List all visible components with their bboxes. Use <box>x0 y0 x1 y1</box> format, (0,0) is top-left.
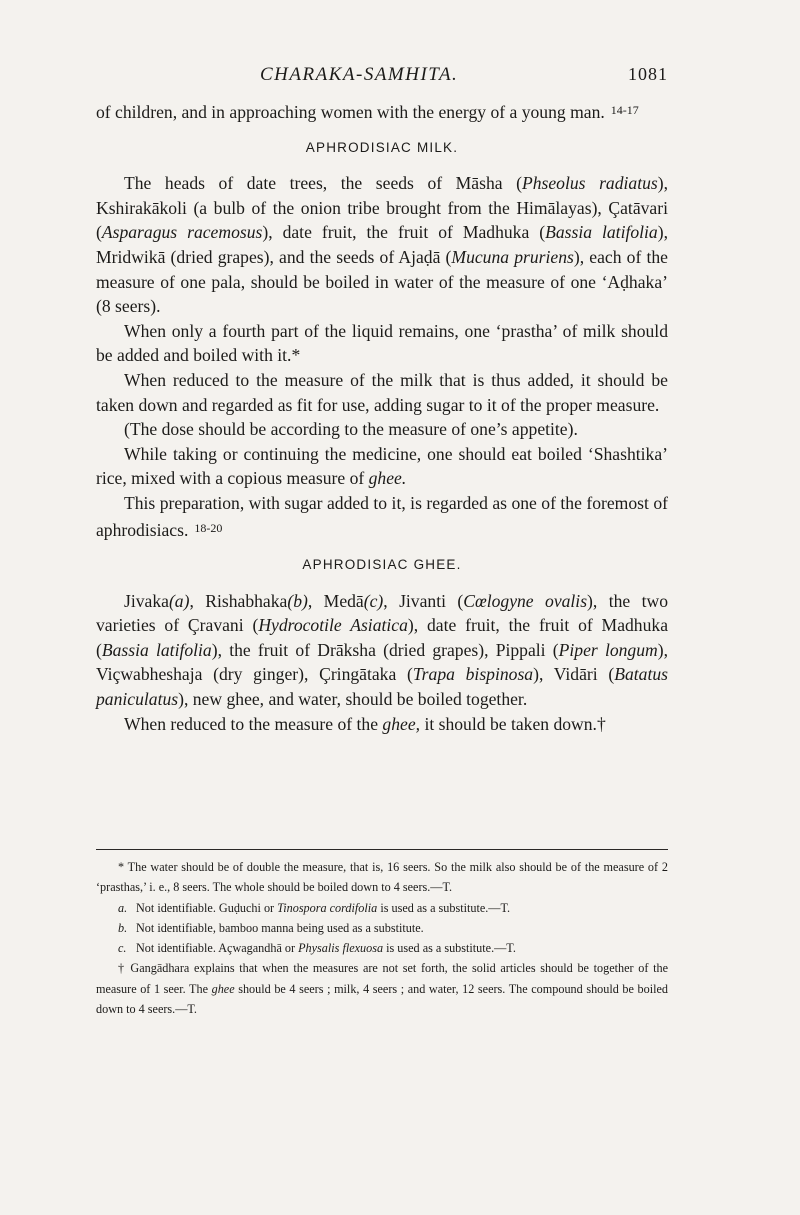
footnote-star: * The water should be of double the measure, that is, 16 seers. So the milk also should be of the measure of 2 ‘prasthas,’ i. e., 8 seers. The whole should be boiled down to 4 seers.—T. <box>96 860 668 895</box>
paragraph: When reduced to the measure of the milk that is thus added, it should be taken down and regarded as fit for use, adding sugar to it of the proper measure. <box>96 369 668 415</box>
text: ), new ghee, and water, should be boiled together. <box>178 689 528 710</box>
text: Not identifiable, bamboo manna being used as a substitute. <box>136 920 424 935</box>
running-head <box>96 64 668 94</box>
text: should be 4 seers ; milk, 4 seers ; and water, 12 seers. The compound should be boiled down to 4 seers.—T. <box>96 981 668 1017</box>
botanical-name: Hydrocotile Asiatica <box>258 615 408 636</box>
paragraph-ingredients-ghee <box>96 589 668 712</box>
section-heading-milk: APHRODISIAC MILK. <box>305 139 459 155</box>
footnote-c <box>96 938 668 958</box>
footnotes <box>96 857 668 1019</box>
footnote-divider <box>96 849 668 850</box>
running-title: CHARAKA-SAMHITA. <box>260 64 459 85</box>
text: ), Kshirakākoli (a bulb of the onion tribe brought from the Himālayas), Çatāvari ( <box>96 173 668 243</box>
botanical-name: Trapa bispinosa <box>412 664 534 685</box>
text: The heads of date trees, the seeds of Māsha ( <box>124 173 522 194</box>
botanical-name: Piper longum <box>558 639 658 660</box>
botanical-name: Phseolus radiatus <box>521 173 658 194</box>
botanical-name: Asparagus racemosus <box>101 222 263 243</box>
text: This preparation, with sugar added to it, is regarded as one of the foremost of aphrodisiacs. <box>96 492 668 540</box>
note-ref: (c) <box>363 590 384 611</box>
text: , Medā <box>307 590 364 611</box>
footnote-b <box>96 918 668 938</box>
text: ), date fruit, the fruit of Madhuka ( <box>262 222 546 243</box>
text: Not identifiable. Guḍuchi or <box>136 900 278 915</box>
verse-number: 18-20 <box>194 520 223 535</box>
botanical-name: Mucuna pruriens <box>451 246 574 267</box>
note-ref: (a) <box>168 590 190 611</box>
text: Jivaka <box>124 590 169 611</box>
page-content <box>96 64 668 736</box>
text: ), date fruit, the fruit of Madhuka ( <box>96 615 669 660</box>
botanical-name: Physalis flexuosa <box>298 941 384 956</box>
paragraph: (The dose should be according to the measure of one’s appetite). <box>124 419 578 440</box>
text: ), Viçwabheshaja (dry ginger), Çringātaka ( <box>96 639 668 685</box>
text: , Rishabhaka <box>189 590 288 611</box>
note-ref: (b) <box>287 590 308 611</box>
verse-number: 14-17 <box>610 103 639 117</box>
text: it should be taken down.† <box>420 713 606 734</box>
paragraph-ingredients-milk <box>96 171 668 319</box>
text: ), the two varieties of Çravani ( <box>96 590 668 636</box>
paragraph <box>96 491 668 542</box>
botanical-name: Bassia latifolia <box>101 639 212 660</box>
paragraph: When only a fourth part of the liquid remains, one ‘prastha’ of milk should be added and boiled with it.* <box>96 320 668 366</box>
botanical-name: Bassia latifolia <box>545 222 658 243</box>
text: is used as a substitute.—T. <box>383 941 516 956</box>
paragraph <box>96 442 668 491</box>
text: † Gangādhara explains that when the measures are not set forth, the solid articles should be together of the measure of 1 seer. The <box>96 961 668 996</box>
italic-word: ghee. <box>368 468 407 489</box>
page-number: 1081 <box>628 64 668 84</box>
section-heading-ghee: APHRODISIAC GHEE. <box>302 557 462 573</box>
text: ), each of the measure of one pala, should be boiled in water of the measure of one ‘Aḍhaka’ (8 seers). <box>96 246 668 317</box>
botanical-name: Tinospora cordifolia <box>277 900 378 915</box>
text: When reduced to the measure of the <box>124 713 383 734</box>
intro-text: of children, and in approaching women with the energy of a young man. <box>96 102 605 122</box>
text: ), Mridwikā (dried grapes), and the seeds of Ajaḍā ( <box>96 222 668 267</box>
intro-paragraph <box>96 98 668 125</box>
footnote-key: b. <box>118 920 128 935</box>
italic-word: ghee, <box>382 713 421 734</box>
footnote-a <box>96 898 668 918</box>
text: is used as a substitute.—T. <box>377 900 511 915</box>
text: While taking or continuing the medicine, one should eat boiled ‘Shashtika’ rice, mixed with a copious measure of <box>96 443 668 489</box>
text: ), the fruit of Drāksha (dried grapes), Pippali ( <box>211 639 559 660</box>
body-text <box>96 98 668 736</box>
italic-word: ghee <box>211 981 235 996</box>
text: , Jivanti ( <box>383 590 464 611</box>
text: ), Vidāri ( <box>533 664 615 685</box>
paragraph <box>96 712 668 737</box>
footnote-key: a. <box>118 900 128 915</box>
footnote-dagger <box>96 958 668 1019</box>
botanical-name: Cœlogyne ovalis <box>463 590 588 611</box>
text: Not identifiable. Açwagandhā or <box>136 941 299 956</box>
footnote-key: c. <box>118 941 127 956</box>
botanical-name: Batatus paniculatus <box>96 664 668 710</box>
